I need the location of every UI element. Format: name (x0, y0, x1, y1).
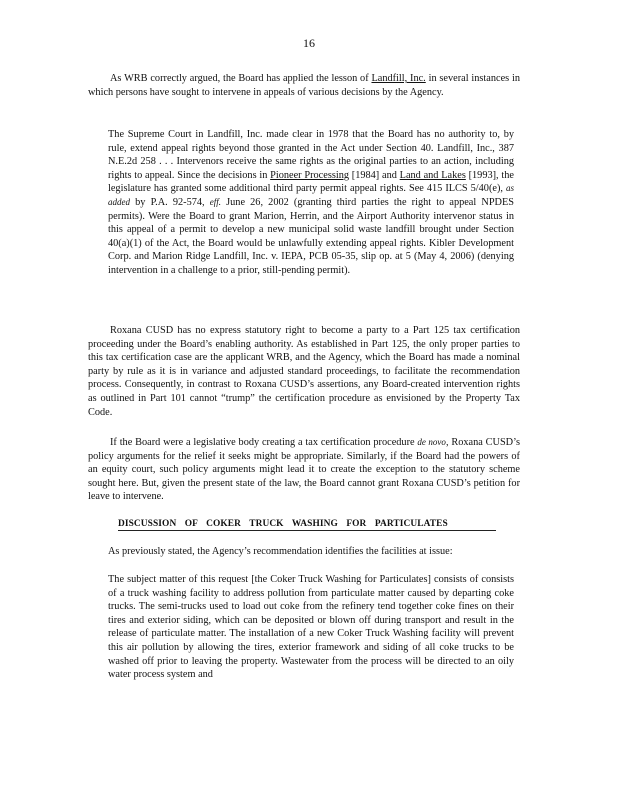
p1-text-b: in several instances in which persons have sought to intervene in appeals of various decisions by the Agency. (88, 73, 520, 98)
paragraph-legislative-body (88, 436, 520, 504)
p2-text-b: [1984] and (349, 169, 400, 181)
block-quote-supreme-court (108, 128, 514, 278)
p2-text-a: The Supreme Court in Landfill, Inc. made clear in 1978 that the Board has no authority to, by rule, extend appeal rights beyond those granted in the Act under Section 40. Landfill, Inc., 387 N.E.2d 258 . . . Intervenors receive the same rights as the original parties to an action, including rights to appeal. Since the decisions in (108, 129, 514, 181)
case-name-pioneer: Pioneer Processing (270, 169, 349, 181)
p2-text-c: [1993], the legislature has granted some additional third party permit appeal rights. See 415 ILCS 5/40(e), (108, 169, 514, 195)
italic-as-added: as added (108, 183, 514, 207)
paragraph-previously-stated: As previously stated, the Agency’s recommendation identifies the facilities at issue: (108, 546, 453, 557)
p1-text-a: As WRB correctly argued, the Board has applied the lesson of (110, 73, 372, 84)
case-name-land-and-lakes: Land and Lakes (399, 169, 466, 181)
paragraph-roxana-no-right: Roxana CUSD has no express statutory right to become a party to a Part 125 tax certification proceeding under the Board’s enabling authority. As established in Part 125, the only proper parties to this tax certification case are the applicant WRB, and the Agency, which the Board has made a nominal party by rule as it is in variance and adjusted standard proceedings, to facilitate the recommendation process. Consequently, in contrast to Roxana CUSD’s assertions, any Board-created intervention rights as outlined in Part 101 cannot “trump” the certification procedure as envisioned by the Property Tax Code. (88, 325, 520, 418)
italic-de-novo: de novo (417, 437, 446, 447)
section-heading-discussion: DISCUSSION OF COKER TRUCK WASHING FOR PARTICULATES (118, 519, 496, 531)
italic-eff: eff. (209, 196, 222, 207)
p2-text-e: June 26, 2002 (granting third parties the right to appeal NPDES permits). Were the Board to grant Marion, Herrin, and the Airport Authority intervenor status in this appeal of a permit to develop a new municipal solid waste landfill brought under Section 40(a)(1) of the Act, the Board would be unlawfully extending appeal rights. Kibler Development Corp. and Marion Ridge Landfill, Inc. v. IEPA, PCB 05-35, slip op. at 5 (May 4, 2006) (denying intervention in a challenge to a prior, still-pending permit). (108, 196, 514, 276)
page-number: 16 (303, 36, 315, 50)
block-quote-subject-matter: The subject matter of this request [the Coker Truck Washing for Particulates] consists of consists of a truck washing facility to address pollution from particulate matter caused by departing coke trucks. The semi-trucks used to load out coke from the refinery tend together coke fines on their tires and exterior siding, which can be deposited or blown off during transport and result in the release of particulate matter. The installation of a new Coker Truck Washing facility will prevent this air pollution by allowing the tires, exterior framework and siding of all coke trucks to be washed off prior to leaving the property. Wastewater from the process will be directed to an oily water process system and (108, 574, 514, 681)
case-name-landfill: Landfill, Inc. (371, 73, 426, 84)
p4-text-b: , Roxana CUSD’s policy arguments for the relief it seeks might be appropriate. Similarly, if the Board had the powers of an equity court, such policy arguments might lead it to create the exception to the statutory scheme sought here. But, given the present state of the law, the Board cannot grant Roxana CUSD’s petition for leave to intervene. (88, 437, 520, 503)
p2-text-d: by P.A. 92-574, (130, 196, 210, 208)
p4-text-a: If the Board were a legislative body creating a tax certification procedure (110, 437, 418, 448)
paragraph-wrb-argument (88, 72, 520, 99)
